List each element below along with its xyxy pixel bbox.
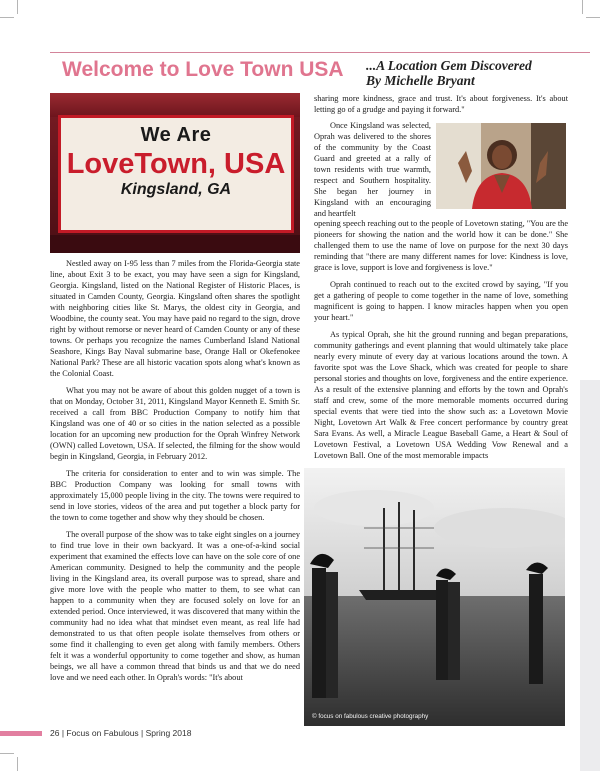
paragraph: sharing more kindness, grace and trust. It's about forgiveness. It's about letting go of a grudge and paying it forward." <box>314 94 568 114</box>
footer-text: 26 | Focus on Fabulous | Spring 2018 <box>50 728 192 738</box>
right-column-wrap <box>314 120 431 219</box>
sign-board <box>58 115 294 233</box>
sign-line-2: LoveTown, USA <box>66 148 286 180</box>
lovetown-sign-photo <box>50 93 300 253</box>
crop-mark <box>586 17 600 18</box>
right-column-body <box>314 218 568 467</box>
paragraph: Once Kingsland was selected, Oprah was delivered to the shores of the community by the Coast Guard and greeted at a rally of town residents with true warmth, respect and Southern hospitality. She began her journey in Kingsland with an encouraging and heartfelt <box>314 121 431 218</box>
photo-credit: © focus on fabulous creative photography <box>312 713 429 720</box>
crop-mark <box>17 757 18 771</box>
sign-line-3: Kingsland, GA <box>120 181 232 198</box>
paragraph: The criteria for consideration to enter and to win was simple. The BBC Production Company was looking for small towns with approximately 15,000 people living in the city. The towns were required to send in love stories, videos of the area and put together a block party for the town to come together and show why they should be chosen. <box>50 469 300 522</box>
side-decor-bar <box>580 380 600 771</box>
subtitle-tagline: ...A Location Gem Discovered <box>366 58 532 73</box>
article-title: Welcome to Love Town USA <box>62 58 344 81</box>
left-column <box>50 258 300 689</box>
page-footer <box>0 727 191 739</box>
header-rule <box>50 52 590 53</box>
harbor-pier-photo <box>304 468 565 726</box>
paragraph: The overall purpose of the show was to take eight singles on a journey to find true love in their own backyard. It was a one-of-a-kind social experiment that examined the effects love can have on the sole core of one American community. Designed to help the community and the people living in the Kingsland area, its overall purpose was to spread, share and give more love with the people who matter to them, to see what can happen to a community when they are focused solely on love for an extended period. Once interviewed, it was discovered that many within the community had no idea what that mindset even meant, as real life had demonstrated to us that often people isolate themselves from others or some find it challenging to even get along with family members. Others felt it was a wonderful opportunity to come together and show, as human beings, we all have a common thread that binds us and that we do need love and we need each other. In Oprah's words: "It's about <box>50 530 300 682</box>
oprah-photo-illustration <box>436 123 566 209</box>
paragraph: Oprah continued to reach out to the excited crowd by saying, "If you get a gathering of people to come together in the name of love, something magnificent is going to happen. I know miracles happen when you open your heart." <box>314 280 568 322</box>
crop-mark <box>582 0 583 14</box>
right-column-top <box>314 93 568 121</box>
crop-mark <box>0 753 14 754</box>
crop-mark <box>17 0 18 14</box>
byline: By Michelle Bryant <box>366 73 475 88</box>
paragraph: What you may not be aware of about this golden nugget of a town is that on Monday, October 31, 2011, Kingsland Mayor Kenneth E. Smith Sr. received a call from BBC Production Company to notify him that Kingsland was one of 40 or so cities in the nation selected as a possible location for an upcoming new production for the Oprah Winfrey Network (OWN) called Lovetown, USA. If selected, the filming for the show would begin in Kingsland, Georgia, in February 2012. <box>50 386 300 461</box>
paragraph: opening speech reaching out to the people of Lovetown stating, "You are the pioneers for showing the nation and the world how it can be done." She challenged them to use the name of love on purpose for the next 30 days reminding that "there are many different names for love: Kindness is love, grace is love, support is love and forgiveness is love." <box>314 219 568 272</box>
harbor-illustration <box>304 468 565 726</box>
footer-accent-bar <box>0 731 42 736</box>
oprah-photo <box>436 123 566 209</box>
article-subtitle <box>366 58 532 88</box>
paragraph: Nestled away on I-95 less than 7 miles from the Florida-Georgia state line, about Exit 3 to be exact, you may have seen a sign for Kingsland, Georgia. Kingsland, listed on the National Register of Historic Places, is situated in Camden County, Georgia. Kingsland often shares the spotlight with neighboring cities like St. Marys, the oldest city in Georgia, and Woodbine, the county seat. You may have paid no regard to the sign, drove right by without remorse or never heard of Camden County or any of these towns. Or perhaps you recognize the names Cumberland Island National Seashore, Kings Bay Naval submarine base, Orange Hall or Okefenokee National Park? These are all historic vacation spots along what's known as the Colonial Coast. <box>50 259 300 378</box>
crop-mark <box>0 17 14 18</box>
paragraph: As typical Oprah, she hit the ground running and began preparations, community gatherings and event planning that would ultimately take place nearly every minute of every day at various locations around the town. A favorite spot was the Love Shack, which was created for people to share personal stories and thoughts on love, forgiveness and the entire experience. As a result of the extensive planning and efforts by the town and Oprah's staff and crew, some of the more memorable moments occurred during special events that were tied into the show such as: a Lovetown Movie Night, Lovetown Art Walk & Free concert performance by country great Sara Evans. As well, a Miracle League Baseball Game, a Heart & Soul of Lovetown Festival, a Lovetown USA Wedding Vow Renewal and a Lovetown Ball. One of the most memorable impacts <box>314 330 568 460</box>
sign-line-1: We Are <box>140 124 212 146</box>
